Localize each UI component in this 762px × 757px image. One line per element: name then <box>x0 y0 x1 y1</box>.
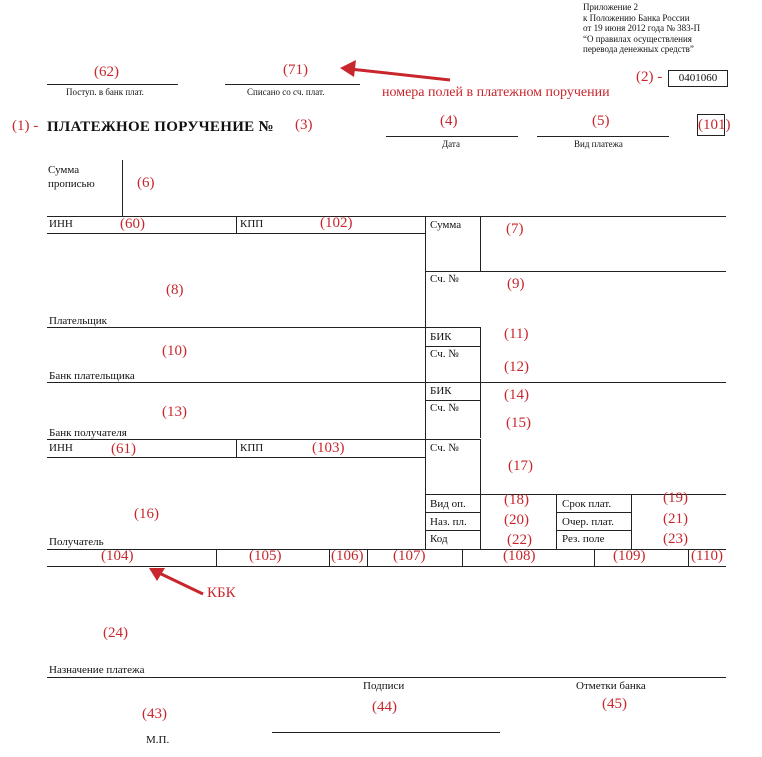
written-off-label: Списано со сч. плат. <box>247 87 325 97</box>
field-number-11: (11) <box>504 326 529 342</box>
payer-bank-label: Банк плательщика <box>49 370 135 382</box>
field-number-15: (15) <box>506 415 531 431</box>
grid-line <box>631 494 632 549</box>
date-label: Дата <box>442 139 460 149</box>
field-number-4: (4) <box>440 113 458 129</box>
code-label: Код <box>430 533 448 545</box>
grid-line <box>556 530 631 531</box>
appendix-note <box>583 2 700 55</box>
grid-line <box>556 494 557 549</box>
grid-line <box>47 233 425 234</box>
kbk-note: КБК <box>207 585 236 601</box>
payment-type-line <box>537 136 669 137</box>
grid-line <box>47 677 726 678</box>
pay-purpose-code-label: Наз. пл. <box>430 516 467 528</box>
field-number-2: (2) - <box>636 69 663 85</box>
grid-line <box>688 549 689 566</box>
field-number-71: (71) <box>283 62 308 78</box>
field-number-60: (60) <box>120 216 145 232</box>
field-number-1: (1) - <box>12 118 39 134</box>
grid-line <box>556 512 631 513</box>
payee-inn-label: ИНН <box>49 442 73 454</box>
stamp-label: М.П. <box>146 734 170 746</box>
field-number-19: (19) <box>663 490 688 506</box>
appendix-line: Приложение 2 <box>583 2 639 12</box>
signature-line <box>272 732 500 733</box>
field-number-8: (8) <box>166 282 184 298</box>
grid-line <box>480 216 481 272</box>
sum-label: Сумма <box>430 219 462 231</box>
field-number-102: (102) <box>320 215 353 231</box>
field-number-103: (103) <box>312 440 345 456</box>
grid-line <box>425 271 726 272</box>
field-number-109: (109) <box>613 548 646 564</box>
grid-line <box>425 346 480 347</box>
field-number-44: (44) <box>372 699 397 715</box>
payer-account-label: Сч. № <box>430 273 459 285</box>
grid-line <box>329 549 330 566</box>
reserve-field-label: Рез. поле <box>562 533 605 545</box>
field-number-43: (43) <box>142 706 167 722</box>
grid-line <box>367 549 368 566</box>
fields-note: номера полей в платежном поручении <box>382 85 610 100</box>
field-number-101: (101) <box>697 114 725 136</box>
grid-line <box>216 549 217 566</box>
field-number-24: (24) <box>103 625 128 641</box>
field-number-110: (110) <box>691 548 723 564</box>
grid-line <box>425 400 480 401</box>
field-number-5: (5) <box>592 113 610 129</box>
payment-type-label: Вид платежа <box>574 139 623 149</box>
payer-bank-account-label: Сч. № <box>430 348 459 360</box>
grid-line <box>236 216 237 233</box>
field-number-7: (7) <box>506 221 524 237</box>
payer-label: Плательщик <box>49 315 107 327</box>
grid-line <box>47 216 726 217</box>
field-number-61: (61) <box>111 441 136 457</box>
pay-term-label: Срок плат. <box>562 498 612 510</box>
field-number-6: (6) <box>137 175 155 191</box>
payer-inn-label: ИНН <box>49 218 73 230</box>
field-number-21: (21) <box>663 511 688 527</box>
field-number-16: (16) <box>134 506 159 522</box>
field-number-23: (23) <box>663 531 688 547</box>
grid-line <box>462 549 463 566</box>
amount-words-divider <box>122 160 123 216</box>
payee-account-label: Сч. № <box>430 442 459 454</box>
field-number-106: (106) <box>331 548 364 564</box>
grid-line <box>480 382 481 438</box>
field-number-10: (10) <box>162 343 187 359</box>
payee-kpp-label: КПП <box>240 442 264 454</box>
received-line <box>47 84 178 85</box>
form-code-box: 0401060 <box>668 70 728 87</box>
field-number-107: (107) <box>393 548 426 564</box>
purpose-label: Назначение платежа <box>49 664 145 676</box>
arrow-annotation-icon <box>330 58 460 88</box>
grid-line <box>594 549 595 566</box>
appendix-line: к Положению Банка России <box>583 12 690 23</box>
grid-line <box>47 457 425 458</box>
field-number-108: (108) <box>503 548 536 564</box>
payee-bank-label: Банк получателя <box>49 427 127 439</box>
field-number-18: (18) <box>504 492 529 508</box>
received-label: Поступ. в банк плат. <box>66 87 144 97</box>
appendix-line: “О правилах осуществления <box>583 33 692 44</box>
payee-bank-account-label: Сч. № <box>430 402 459 414</box>
bank-marks-label: Отметки банка <box>576 680 646 692</box>
field-number-12: (12) <box>504 359 529 375</box>
field-number-20: (20) <box>504 512 529 528</box>
field-number-104: (104) <box>101 548 134 564</box>
grid-line <box>47 327 480 328</box>
grid-line <box>236 439 237 457</box>
grid-line <box>425 530 480 531</box>
grid-line <box>47 382 726 383</box>
field-number-22: (22) <box>507 532 532 548</box>
grid-line <box>480 327 481 382</box>
amount-words-label: Сумма прописью <box>48 164 95 190</box>
pay-order-label: Очер. плат. <box>562 516 615 528</box>
payer-kpp-label: КПП <box>240 218 264 230</box>
grid-line <box>425 512 480 513</box>
field-number-105: (105) <box>249 548 282 564</box>
payee-bik-label: БИК <box>430 385 452 397</box>
field-number-13: (13) <box>162 404 187 420</box>
field-number-9: (9) <box>507 276 525 292</box>
field-number-62: (62) <box>94 64 119 80</box>
field-number-14: (14) <box>504 387 529 403</box>
appendix-line: перевода денежных средств” <box>583 44 694 54</box>
field-number-3: (3) <box>295 117 313 133</box>
op-type-label: Вид оп. <box>430 498 466 510</box>
document-title: ПЛАТЕЖНОЕ ПОРУЧЕНИЕ № <box>47 119 274 135</box>
kbk-arrow-icon <box>145 562 210 602</box>
field-number-45: (45) <box>602 696 627 712</box>
payee-label: Получатель <box>49 536 104 548</box>
field-number-17: (17) <box>508 458 533 474</box>
signatures-label: Подписи <box>363 680 405 692</box>
date-line <box>386 136 518 137</box>
grid-line <box>47 439 480 440</box>
appendix-line: от 19 июня 2012 года № 383-П <box>583 23 701 33</box>
payer-bik-label: БИК <box>430 331 452 343</box>
